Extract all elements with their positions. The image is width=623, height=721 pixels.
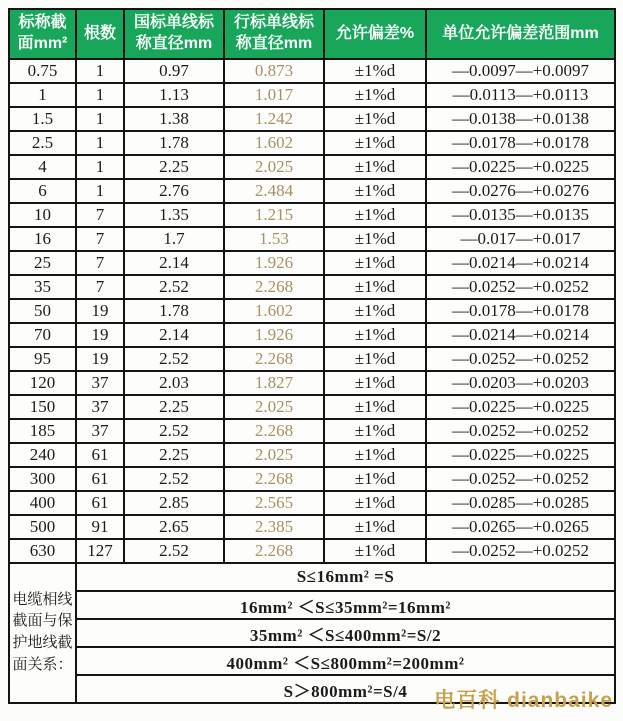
table-row: [9, 299, 615, 323]
cell-industry-diameter: 2.385: [224, 515, 324, 539]
cell-nominal-section: 500: [9, 515, 76, 539]
col-header-strand-count: 根数: [76, 9, 124, 59]
table-row: [9, 251, 615, 275]
cell-allowed-deviation: ±1%d: [324, 467, 426, 491]
footer-row: [9, 647, 615, 675]
cell-industry-diameter: 2.268: [224, 275, 324, 299]
cell-gb-diameter: 2.52: [124, 539, 224, 563]
cell-nominal-section: 1: [9, 83, 76, 107]
col-header-industry-diameter: 行标单线标称直径mm: [224, 9, 324, 59]
cell-allowed-deviation: ±1%d: [324, 419, 426, 443]
table-row: [9, 419, 615, 443]
cell-industry-diameter: 1.926: [224, 323, 324, 347]
cell-industry-diameter: 0.873: [224, 59, 324, 83]
cell-deviation-range: —0.0276—+0.0276: [426, 179, 615, 203]
cell-nominal-section: 185: [9, 419, 76, 443]
footer-label: 电缆相线截面与保护地线截面关系：: [9, 563, 76, 703]
cell-strand-count: 1: [76, 179, 124, 203]
cell-nominal-section: 95: [9, 347, 76, 371]
cell-gb-diameter: 2.52: [124, 419, 224, 443]
cell-strand-count: 127: [76, 539, 124, 563]
table-row: [9, 443, 615, 467]
cell-strand-count: 1: [76, 83, 124, 107]
cell-strand-count: 61: [76, 443, 124, 467]
cell-strand-count: 7: [76, 251, 124, 275]
watermark-logo: 电百科 dianbaike: [434, 689, 613, 712]
table-row: [9, 491, 615, 515]
cell-strand-count: 1: [76, 155, 124, 179]
cell-allowed-deviation: ±1%d: [324, 323, 426, 347]
cell-nominal-section: 2.5: [9, 131, 76, 155]
cell-gb-diameter: 2.52: [124, 347, 224, 371]
cell-nominal-section: 240: [9, 443, 76, 467]
col-header-gb-diameter: 国标单线标称直径mm: [124, 9, 224, 59]
cell-deviation-range: —0.0225—+0.0225: [426, 443, 615, 467]
footer-rule: 35mm² ＜S≤400mm²=S/2: [76, 619, 615, 647]
cell-gb-diameter: 2.25: [124, 443, 224, 467]
table-row: [9, 59, 615, 83]
cell-allowed-deviation: ±1%d: [324, 131, 426, 155]
cell-nominal-section: 300: [9, 467, 76, 491]
cell-industry-diameter: 2.484: [224, 179, 324, 203]
table-row: [9, 275, 615, 299]
cell-gb-diameter: 1.13: [124, 83, 224, 107]
cell-industry-diameter: 2.268: [224, 539, 324, 563]
cell-industry-diameter: 2.025: [224, 395, 324, 419]
cell-strand-count: 61: [76, 467, 124, 491]
cell-industry-diameter: 1.017: [224, 83, 324, 107]
table-row: [9, 515, 615, 539]
cell-gb-diameter: 1.35: [124, 203, 224, 227]
cell-allowed-deviation: ±1%d: [324, 371, 426, 395]
cell-allowed-deviation: ±1%d: [324, 539, 426, 563]
cell-gb-diameter: 2.25: [124, 155, 224, 179]
cell-nominal-section: 1.5: [9, 107, 76, 131]
footer-rule: 16mm² ＜S≤35mm²=16mm²: [76, 591, 615, 619]
cell-industry-diameter: 2.268: [224, 419, 324, 443]
cell-nominal-section: 10: [9, 203, 76, 227]
cell-gb-diameter: 1.78: [124, 299, 224, 323]
cell-gb-diameter: 1.7: [124, 227, 224, 251]
cell-nominal-section: 0.75: [9, 59, 76, 83]
cell-allowed-deviation: ±1%d: [324, 251, 426, 275]
footer-rule: S≤16mm² =S: [76, 563, 615, 591]
cell-gb-diameter: 2.52: [124, 467, 224, 491]
cell-allowed-deviation: ±1%d: [324, 83, 426, 107]
cell-nominal-section: 4: [9, 155, 76, 179]
table-row: [9, 467, 615, 491]
cell-gb-diameter: 2.76: [124, 179, 224, 203]
cell-industry-diameter: 1.242: [224, 107, 324, 131]
cell-nominal-section: 630: [9, 539, 76, 563]
cell-gb-diameter: 2.14: [124, 251, 224, 275]
cell-allowed-deviation: ±1%d: [324, 299, 426, 323]
cell-strand-count: 19: [76, 347, 124, 371]
table-row: [9, 395, 615, 419]
cell-allowed-deviation: ±1%d: [324, 491, 426, 515]
cell-nominal-section: 35: [9, 275, 76, 299]
cell-strand-count: 61: [76, 491, 124, 515]
cell-deviation-range: —0.0252—+0.0252: [426, 419, 615, 443]
table-row: [9, 83, 615, 107]
cell-nominal-section: 16: [9, 227, 76, 251]
cell-strand-count: 37: [76, 395, 124, 419]
cell-industry-diameter: 2.268: [224, 467, 324, 491]
cell-industry-diameter: 1.53: [224, 227, 324, 251]
footer-rule: 400mm² ＜S≤800mm²=200mm²: [76, 647, 615, 675]
table-row: [9, 179, 615, 203]
cell-strand-count: 37: [76, 419, 124, 443]
table-row: [9, 227, 615, 251]
cell-allowed-deviation: ±1%d: [324, 443, 426, 467]
cell-deviation-range: —0.0113—+0.0113: [426, 83, 615, 107]
table-row: [9, 323, 615, 347]
cell-strand-count: 7: [76, 227, 124, 251]
cell-gb-diameter: 2.85: [124, 491, 224, 515]
table-row: [9, 107, 615, 131]
cell-industry-diameter: 1.602: [224, 131, 324, 155]
col-header-nominal-section: 标称截面mm²: [9, 9, 76, 59]
cell-strand-count: 7: [76, 203, 124, 227]
footer-row: [9, 591, 615, 619]
cell-allowed-deviation: ±1%d: [324, 107, 426, 131]
cell-nominal-section: 6: [9, 179, 76, 203]
cell-deviation-range: —0.0252—+0.0252: [426, 467, 615, 491]
cell-nominal-section: 70: [9, 323, 76, 347]
cell-industry-diameter: 2.025: [224, 443, 324, 467]
cell-industry-diameter: 1.215: [224, 203, 324, 227]
cell-allowed-deviation: ±1%d: [324, 179, 426, 203]
cell-deviation-range: —0.0097—+0.0097: [426, 59, 615, 83]
cell-deviation-range: —0.0285—+0.0285: [426, 491, 615, 515]
cell-allowed-deviation: ±1%d: [324, 347, 426, 371]
cell-deviation-range: —0.017—+0.017: [426, 227, 615, 251]
cell-deviation-range: —0.0252—+0.0252: [426, 539, 615, 563]
table-row: [9, 131, 615, 155]
cell-industry-diameter: 2.025: [224, 155, 324, 179]
cell-nominal-section: 400: [9, 491, 76, 515]
cell-deviation-range: —0.0225—+0.0225: [426, 155, 615, 179]
cell-nominal-section: 150: [9, 395, 76, 419]
cell-nominal-section: 120: [9, 371, 76, 395]
cell-strand-count: 1: [76, 131, 124, 155]
cell-allowed-deviation: ±1%d: [324, 395, 426, 419]
cell-allowed-deviation: ±1%d: [324, 227, 426, 251]
table-row: [9, 155, 615, 179]
cell-gb-diameter: 1.78: [124, 131, 224, 155]
cell-gb-diameter: 2.03: [124, 371, 224, 395]
cell-strand-count: 91: [76, 515, 124, 539]
cell-strand-count: 1: [76, 59, 124, 83]
cell-deviation-range: —0.0178—+0.0178: [426, 299, 615, 323]
cell-deviation-range: —0.0135—+0.0135: [426, 203, 615, 227]
cell-strand-count: 37: [76, 371, 124, 395]
wire-diameter-table: [8, 8, 616, 704]
cell-allowed-deviation: ±1%d: [324, 515, 426, 539]
cell-industry-diameter: 1.602: [224, 299, 324, 323]
cell-deviation-range: —0.0203—+0.0203: [426, 371, 615, 395]
cell-strand-count: 19: [76, 323, 124, 347]
cell-gb-diameter: 2.65: [124, 515, 224, 539]
table-row: [9, 539, 615, 563]
cell-industry-diameter: 1.827: [224, 371, 324, 395]
cell-deviation-range: —0.0252—+0.0252: [426, 275, 615, 299]
cell-strand-count: 7: [76, 275, 124, 299]
cell-industry-diameter: 1.926: [224, 251, 324, 275]
col-header-allowed-deviation: 允许偏差%: [324, 9, 426, 59]
cell-gb-diameter: 2.14: [124, 323, 224, 347]
cell-deviation-range: —0.0265—+0.0265: [426, 515, 615, 539]
cell-allowed-deviation: ±1%d: [324, 155, 426, 179]
cell-allowed-deviation: ±1%d: [324, 275, 426, 299]
header-row: [9, 9, 615, 59]
cell-deviation-range: —0.0225—+0.0225: [426, 395, 615, 419]
cell-nominal-section: 50: [9, 299, 76, 323]
cell-gb-diameter: 1.38: [124, 107, 224, 131]
cell-allowed-deviation: ±1%d: [324, 59, 426, 83]
cell-gb-diameter: 0.97: [124, 59, 224, 83]
footer-row: [9, 563, 615, 591]
cell-deviation-range: —0.0214—+0.0214: [426, 323, 615, 347]
cell-allowed-deviation: ±1%d: [324, 203, 426, 227]
cell-nominal-section: 25: [9, 251, 76, 275]
cell-deviation-range: —0.0252—+0.0252: [426, 347, 615, 371]
cell-deviation-range: —0.0178—+0.0178: [426, 131, 615, 155]
col-header-deviation-range: 单位允许偏差范围mm: [426, 9, 615, 59]
cell-deviation-range: —0.0214—+0.0214: [426, 251, 615, 275]
cell-gb-diameter: 2.25: [124, 395, 224, 419]
cell-industry-diameter: 2.565: [224, 491, 324, 515]
cell-deviation-range: —0.0138—+0.0138: [426, 107, 615, 131]
cell-gb-diameter: 2.52: [124, 275, 224, 299]
footer-row: [9, 619, 615, 647]
table-row: [9, 203, 615, 227]
table-row: [9, 371, 615, 395]
cell-industry-diameter: 2.268: [224, 347, 324, 371]
cell-strand-count: 19: [76, 299, 124, 323]
table-row: [9, 347, 615, 371]
cell-strand-count: 1: [76, 107, 124, 131]
footer-rule: S＞800mm²=S/4: [76, 675, 615, 703]
